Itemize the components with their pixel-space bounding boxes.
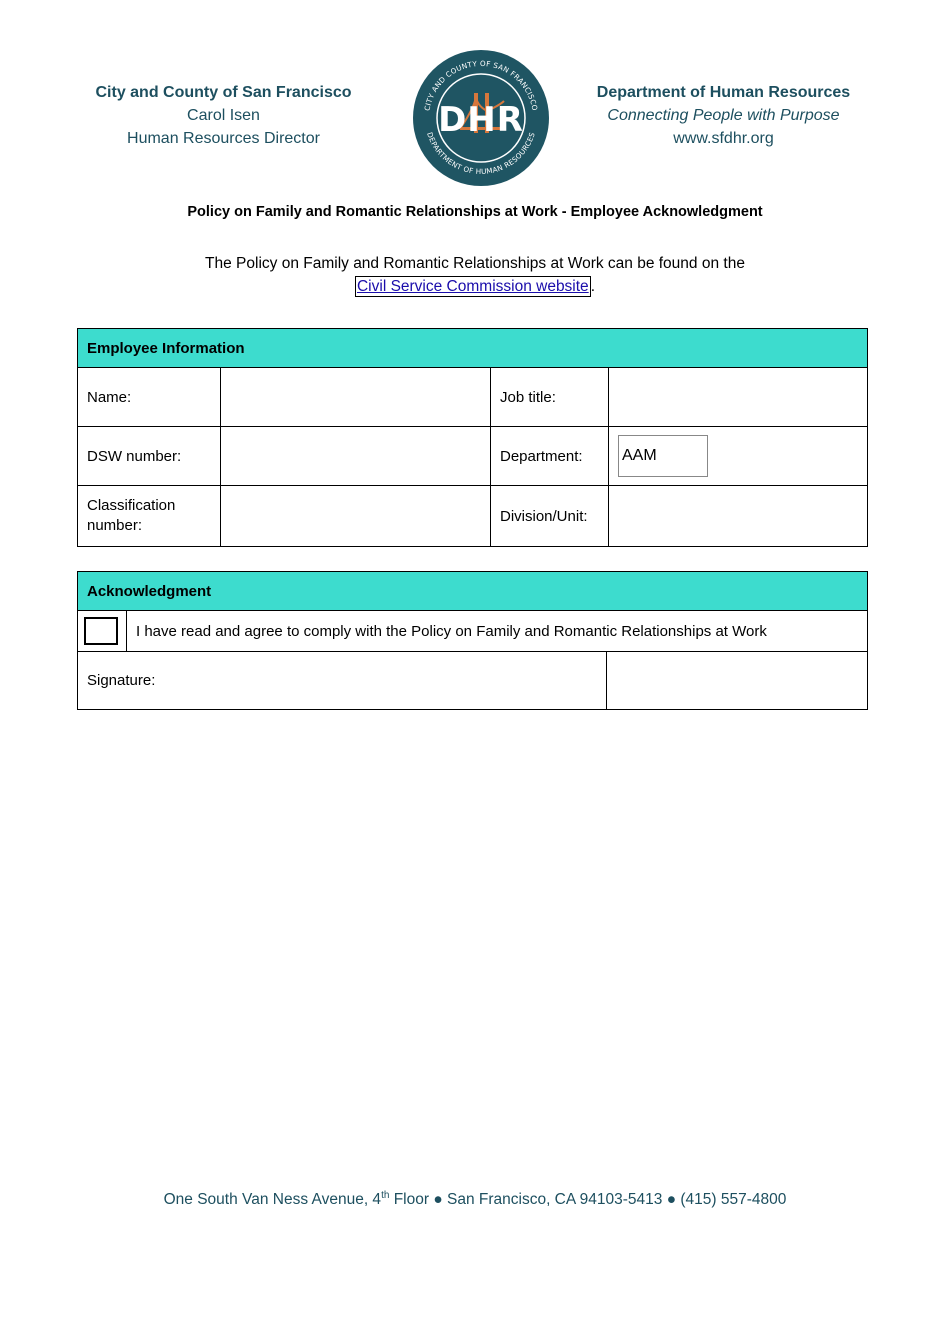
signature-field[interactable] bbox=[607, 652, 868, 710]
job-title-label: Job title: bbox=[491, 368, 609, 427]
department-website: www.sfdhr.org bbox=[673, 130, 774, 147]
name-field[interactable] bbox=[221, 368, 491, 427]
intro-paragraph bbox=[0, 252, 950, 298]
classification-number-field[interactable] bbox=[221, 486, 491, 547]
footer-address-street: One South Van Ness Avenue, 4 bbox=[163, 1191, 382, 1209]
director-name: Carol Isen bbox=[187, 107, 260, 124]
employee-info-table bbox=[77, 328, 868, 547]
footer-ordinal: th bbox=[381, 1190, 390, 1201]
acknowledgment-table bbox=[77, 571, 868, 710]
department-field[interactable]: AAM bbox=[618, 435, 708, 477]
intro-period: . bbox=[590, 278, 595, 295]
acknowledgment-heading: Acknowledgment bbox=[78, 572, 868, 611]
intro-text: The Policy on Family and Romantic Relationships at Work can be found on the bbox=[205, 255, 745, 272]
header-left-block bbox=[66, 81, 381, 150]
dhr-logo bbox=[412, 49, 550, 187]
agree-statement: I have read and agree to comply with the Policy on Family and Romantic Relationships at Work bbox=[127, 611, 868, 652]
classification-label bbox=[78, 486, 221, 547]
logo-ring-text-top: CITY AND COUNTY OF SAN FRANCISCO bbox=[422, 58, 540, 112]
dsw-number-label: DSW number: bbox=[78, 427, 221, 486]
department-name: Department of Human Resources bbox=[596, 84, 851, 101]
org-name: City and County of San Francisco bbox=[95, 84, 352, 101]
employee-info-heading: Employee Information bbox=[78, 329, 868, 368]
department-cell bbox=[609, 427, 868, 486]
dsw-number-field[interactable] bbox=[221, 427, 491, 486]
department-label: Department: bbox=[491, 427, 609, 486]
agree-checkbox-cell bbox=[78, 611, 127, 652]
classification-label-line2: number: bbox=[87, 517, 143, 534]
job-title-field[interactable] bbox=[609, 368, 868, 427]
name-label: Name: bbox=[78, 368, 221, 427]
classification-label-line1: Classification bbox=[87, 497, 176, 514]
director-role: Human Resources Director bbox=[127, 130, 320, 147]
footer-address bbox=[0, 1190, 950, 1209]
division-unit-field[interactable] bbox=[609, 486, 868, 547]
division-unit-label: Division/Unit: bbox=[491, 486, 609, 547]
agree-checkbox[interactable] bbox=[84, 617, 118, 645]
department-tagline: Connecting People with Purpose bbox=[607, 107, 840, 124]
signature-label: Signature: bbox=[78, 652, 607, 710]
civil-service-link[interactable]: Civil Service Commission website bbox=[356, 278, 589, 295]
logo-ring-text-bottom: DEPARTMENT OF HUMAN RESOURCES bbox=[425, 131, 537, 177]
header-right-block bbox=[566, 81, 881, 150]
logo-letters: DHR bbox=[438, 100, 524, 140]
page-title: Policy on Family and Romantic Relationships at Work - Employee Acknowledgment bbox=[187, 204, 763, 220]
footer-address-rest: Floor ● San Francisco, CA 94103-5413 ● (415) 557-4800 bbox=[389, 1191, 787, 1209]
